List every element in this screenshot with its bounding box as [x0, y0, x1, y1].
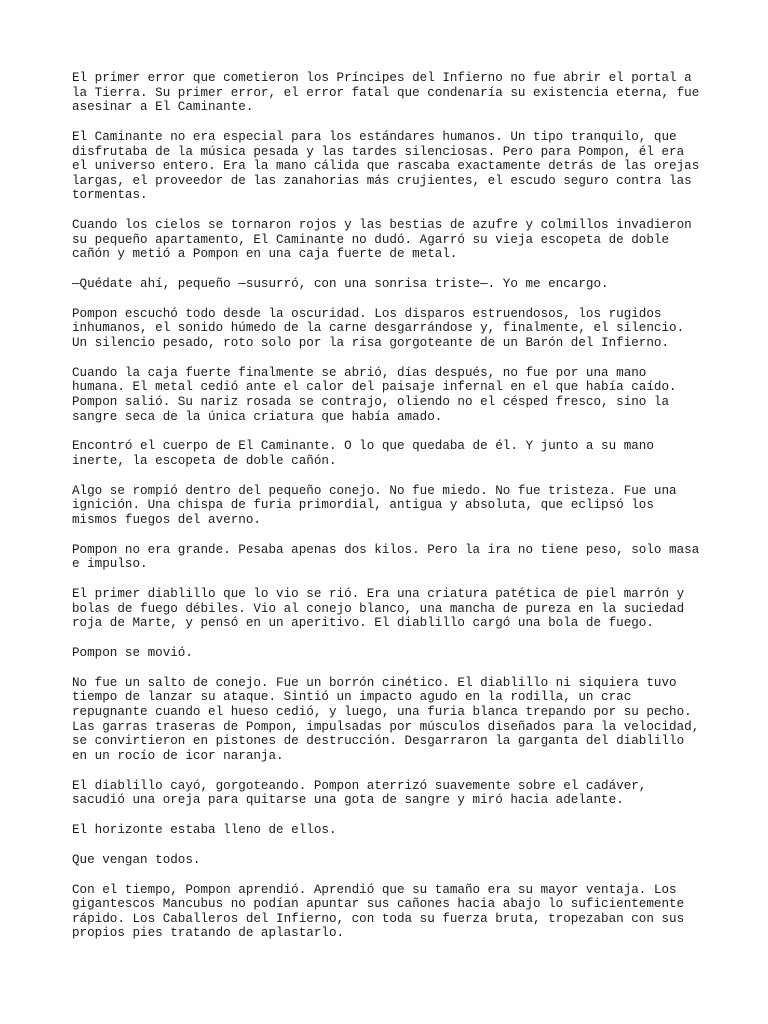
paragraph: Cuando los cielos se tornaron rojos y las bestias de azufre y colmillos invadieron su pequeño apartamento, El Caminante no dudó. Agarró su vieja escopeta de doble cañón y metió a Pompon en una caja fuerte de metal.	[72, 218, 692, 262]
paragraph: El horizonte estaba lleno de ellos.	[72, 823, 337, 837]
paragraph: El primer error que cometieron los Príncipes del Infierno no fue abrir el portal a la Tierra. Su primer error, el error fatal que condenaría su existencia eterna, fue asesinar a El Caminante.	[72, 71, 700, 115]
paragraph: El diablillo cayó, gorgoteando. Pompon aterrizó suavemente sobre el cadáver, sacudió una oreja para quitarse una gota de sangre y miró hacia adelante.	[72, 778, 647, 808]
paragraph: Con el tiempo, Pompon aprendió. Aprendió que su tamaño era su mayor ventaja. Los gigantescos Mancubus no podían apuntar sus cañones hacia abajo lo suficientemente rápido. Los Caballeros del Infierno, con toda su fuerza bruta, tropezaban con sus propios pies tratando de aplastarlo.	[72, 882, 685, 941]
paragraph: No fue un salto de conejo. Fue un borrón cinético. El diablillo ni siquiera tuvo tiempo de lanzar su ataque. Sintió un impacto agudo en la rodilla, un crac repugnante cuando el hueso cedió, y luego, una furia blanca trepando por su pecho. Las garras traseras de Pompon, impulsadas por músculos diseñados para la velocidad, se convirtieron en pistones de destrucción. Desgarraron la garganta del diablillo en un rocío de icor naranja.	[72, 675, 700, 763]
paragraph: El Caminante no era especial para los estándares humanos. Un tipo tranquilo, que disfrutaba de la música pesada y las tardes silenciosas. Pero para Pompon, él era el universo entero. Era la mano cálida que rascaba exactamente detrás de las orejas largas, el proveedor de las zanahorias más crujientes, el escudo seguro contra las tormentas.	[72, 129, 700, 203]
paragraph: El primer diablillo que lo vio se rió. Era una criatura patética de piel marrón y bolas de fuego débiles. Vio al conejo blanco, una mancha de pureza en la suciedad roja de Marte, y pensó en un aperitivo. El diablillo cargó una bola de fuego.	[72, 587, 685, 631]
paragraph: Algo se rompió dentro del pequeño conejo. No fue miedo. No fue tristeza. Fue una ignición. Una chispa de furia primordial, antigua y absoluta, que eclipsó los mismos fuegos del averno.	[72, 483, 677, 527]
paragraph: —Quédate ahí, pequeño —susurró, con una sonrisa triste—. Yo me encargo.	[72, 277, 609, 292]
document-page	[72, 71, 702, 956]
paragraph: Pompon se movió.	[72, 646, 193, 661]
paragraph: Cuando la caja fuerte finalmente se abrió, días después, no fue por una mano humana. El metal cedió ante el calor del paisaje infernal en el que había caído. Pompon salió. Su nariz rosada se contrajo, oliendo no el césped fresco, sino la sangre seca de la única criatura que había amado.	[72, 365, 677, 424]
paragraph: Pompon no era grande. Pesaba apenas dos kilos. Pero la ira no tiene peso, solo masa e impulso.	[72, 542, 700, 572]
paragraph: Pompon escuchó todo desde la oscuridad. Los disparos estruendosos, los rugidos inhumanos, el sonido húmedo de la carne desgarrándose y, finalmente, el silencio. Un silencio pesado, roto solo por la risa gorgoteante de un Barón del Infierno.	[72, 306, 685, 351]
paragraph: Que vengan todos.	[72, 852, 201, 867]
paragraph: Encontró el cuerpo de El Caminante. O lo que quedaba de él. Y junto a su mano inerte, la escopeta de doble cañón.	[72, 439, 654, 468]
